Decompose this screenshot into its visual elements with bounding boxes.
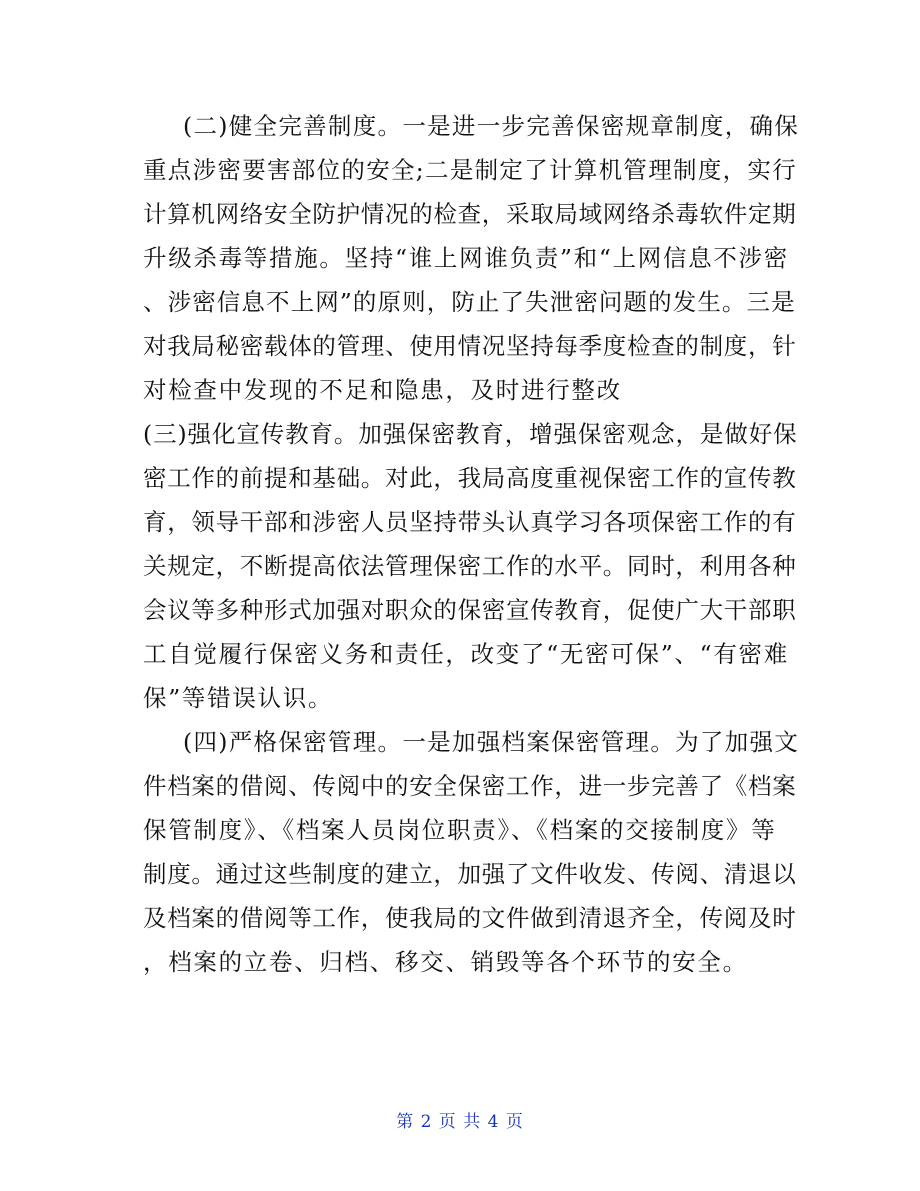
text-line: 保管制度》、《档案人员岗位职责》、《档案的交接制度》等 xyxy=(143,816,777,844)
text-line: 计算机网络安全防护情况的检查，采取局域网络杀毒软件定期 xyxy=(143,200,797,228)
text-line: 重点涉密要害部位的安全;二是制定了计算机管理制度，实行 xyxy=(143,156,798,184)
text-line: 保”等错误认识。 xyxy=(143,684,334,712)
text-line: 关规定，不断提高依法管理保密工作的水平。同时，利用各种 xyxy=(143,552,797,580)
page-number-footer: 第 2 页 共 4 页 xyxy=(396,1112,524,1132)
text-line: 对我局秘密载体的管理、使用情况坚持每季度检查的制度，针 xyxy=(143,332,797,360)
text-line: 升级杀毒等措施。坚持“谁上网谁负责”和“上网信息不涉密 xyxy=(143,244,789,272)
text-line: 工自觉履行保密义务和责任，改变了“无密可保”、“有密难 xyxy=(143,640,789,668)
text-line: 密工作的前提和基础。对此，我局高度重视保密工作的宣传教 xyxy=(143,464,797,492)
text-line: (三)强化宣传教育。加强保密教育，增强保密观念，是做好保 xyxy=(143,420,798,448)
text-line: 对检查中发现的不足和隐患，及时进行整改 xyxy=(143,376,622,404)
text-line: 育，领导干部和涉密人员坚持带头认真学习各项保密工作的有 xyxy=(143,508,797,536)
text-line: ，档案的立卷、归档、移交、销毁等各个环节的安全。 xyxy=(143,948,748,976)
text-line: (四)严格保密管理。一是加强档案保密管理。为了加强文 xyxy=(183,728,800,756)
text-line: 会议等多种形式加强对职众的保密宣传教育，促使广大干部职 xyxy=(143,596,797,624)
text-line: 件档案的借阅、传阅中的安全保密工作，进一步完善了《档案 xyxy=(143,772,797,800)
text-line: (二)健全完善制度。一是进一步完善保密规章制度，确保 xyxy=(183,112,800,140)
text-line: 、涉密信息不上网”的原则，防止了失泄密问题的发生。三是 xyxy=(143,288,796,316)
text-line: 及档案的借阅等工作，使我局的文件做到清退齐全，传阅及时 xyxy=(143,904,797,932)
text-line: 制度。通过这些制度的建立，加强了文件收发、传阅、清退以 xyxy=(143,860,797,888)
